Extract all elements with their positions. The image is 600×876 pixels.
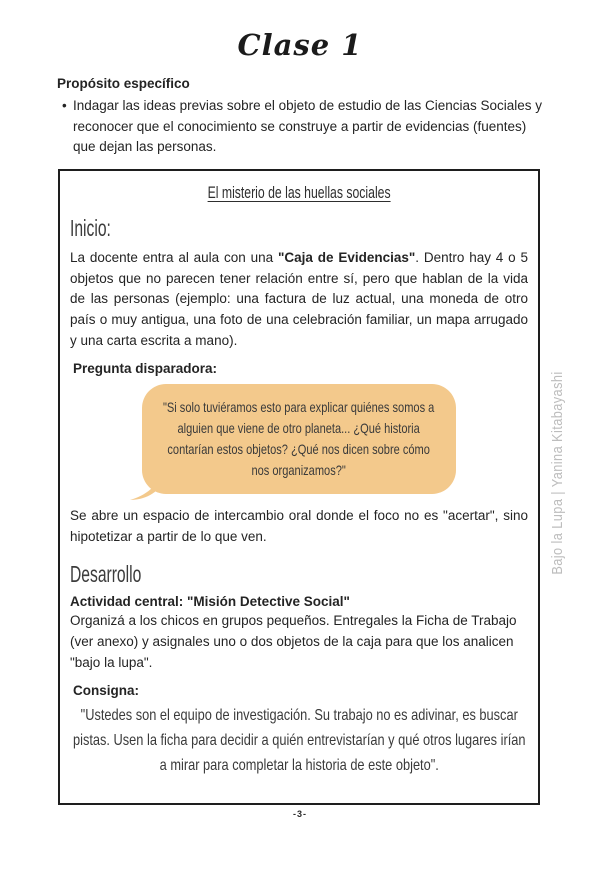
activity-heading: Actividad central: "Misión Detective Social" bbox=[70, 594, 350, 610]
inicio-paragraph bbox=[70, 248, 528, 351]
speech-bubble-text: "Si solo tuviéramos esto para explicar quiénes somos a alguien que viene de otro planeta... ¿Qué historia contarían estos objetos? ¿Qué nos dicen sobre cómo nos organizamos?" bbox=[163, 399, 435, 479]
caja-evidencias-bold: "Caja de Evidencias" bbox=[277, 250, 416, 265]
desarrollo-section-heading-row bbox=[70, 561, 528, 588]
inicio-paragraph-start: La docente entra al aula con una bbox=[70, 250, 278, 265]
purpose-heading: Propósito específico bbox=[57, 76, 190, 91]
purpose-bullet-text: Indagar las ideas previas sobre el objeto de estudio de las Ciencias Sociales y reconocer que el conocimiento se construye a partir de evidencias (fuentes) que dejan las personas. bbox=[73, 98, 543, 154]
bullet-icon: • bbox=[62, 98, 67, 114]
page-number: -3- bbox=[293, 809, 307, 819]
consigna-quote bbox=[70, 704, 528, 778]
speech-bubble bbox=[142, 384, 456, 494]
desarrollo-heading: Desarrollo bbox=[70, 561, 142, 588]
inicio-heading: Inicio: bbox=[70, 215, 111, 241]
purpose-section bbox=[57, 74, 547, 157]
closing-paragraph: Se abre un espacio de intercambio oral donde el foco no es "acertar", sino hipotetizar a partir de lo que ven. bbox=[70, 508, 528, 544]
box-title: El misterio de las huellas sociales bbox=[207, 183, 391, 202]
speech-bubble-body bbox=[142, 384, 456, 494]
box-title-row bbox=[70, 183, 528, 203]
consigna-quote-text: "Ustedes son el equipo de investigación. Su trabajo no es adivinar, es buscar pistas. Usen la ficha para decidir a quién entrevistarían y qué otros lugares irían a mirar para completar la historia de este objeto". bbox=[72, 707, 526, 774]
inicio-paragraph-end: . Dentro hay 4 o 5 objetos que no parecen tener relación entre sí, pero que hablan de la vida de las personas (ejemplo: una factura de luz actual, una moneda de otro país o muy antigua, una foto de una celebración familiar, un mapa arrugado y una carta escrita a mano). bbox=[70, 250, 528, 348]
consigna-heading: Consigna: bbox=[73, 683, 139, 699]
inicio-section-heading-row bbox=[70, 215, 528, 242]
lesson-content-box bbox=[58, 169, 540, 805]
pregunta-disparadora-heading: Pregunta disparadora: bbox=[73, 361, 218, 377]
purpose-bullet-item bbox=[57, 96, 547, 157]
watermark-vertical-text: Bajo la Lupa | Yanina Kitabayashi bbox=[549, 371, 566, 575]
activity-paragraph: Organizá a los chicos en grupos pequeños. Entregales la Ficha de Trabajo (ver anexo) y asignales uno o dos objetos de la caja para que los analicen "bajo la lupa". bbox=[70, 613, 517, 670]
page-title: Clase 1 bbox=[237, 28, 363, 62]
